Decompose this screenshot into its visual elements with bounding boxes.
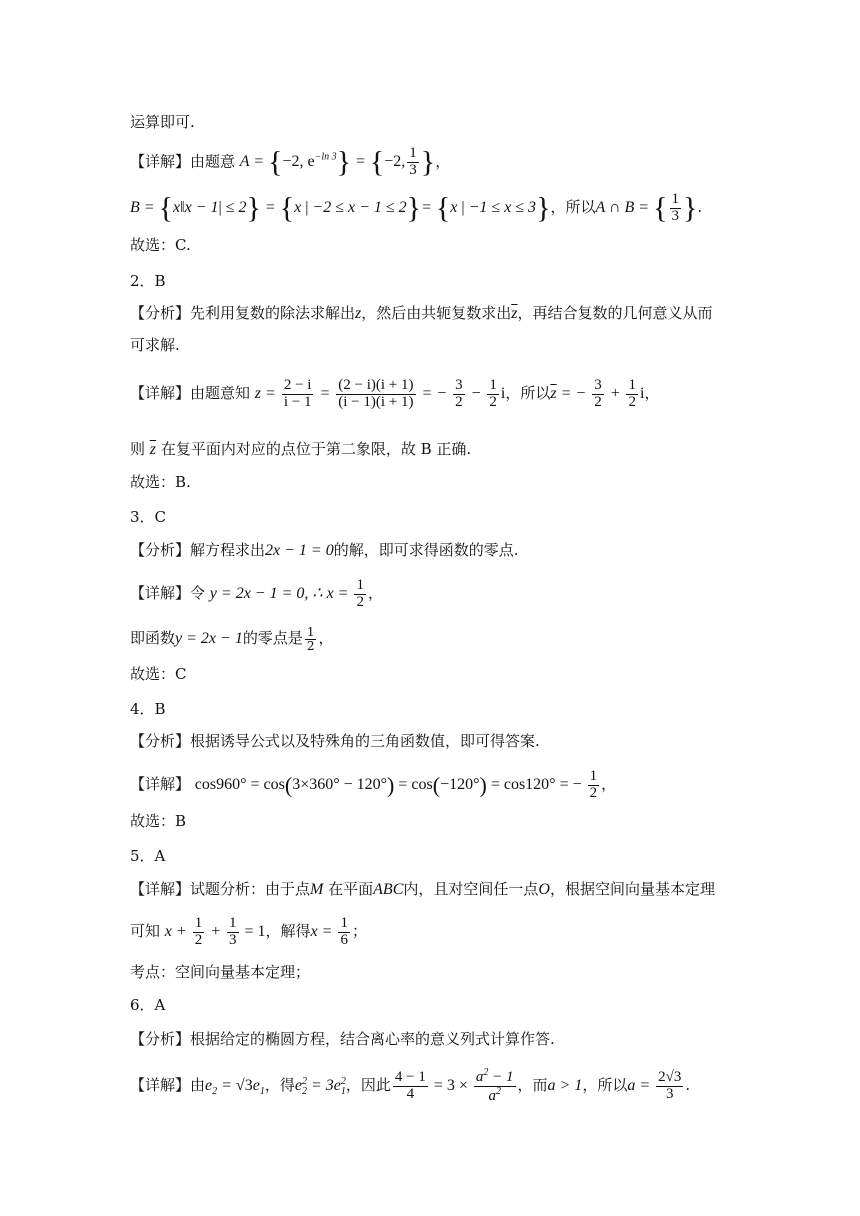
text-line: 则 $\overline{z}$ 在复平面内对应的点位于第二象限，故 B 正确. — [130, 440, 472, 458]
formula-intersection: A ∩ B = { $\frac{1}{3}$ } — [595, 191, 698, 225]
text-line: 故选：B. — [130, 473, 191, 491]
text-line: 运算即可. — [130, 113, 195, 131]
text-line: 故选：C. — [130, 236, 191, 254]
formula-cosine: cos960° = cos(3×360° − 120°) = cos(−120°) = cos120° = − $\frac{1}{2}$ — [194, 768, 598, 801]
text-line: 可知 x + $\frac{1}{2}$ + $\frac{1}{3}$ = 1，解得x = $\frac{1}{6}$ ； — [130, 915, 367, 948]
text-line: 即函数y = 2x − 1的零点是 $\frac{1}{2}$ ， — [130, 625, 334, 653]
text-line: 【详解】试题分析：由于点M 在平面ABC内，且对空间任一点O，根据空间向量基本定理 — [130, 880, 715, 898]
text-line: B = {x‖x − 1| ≤ 2} = {x | −2 ≤ x − 1 ≤ 2}= {x | −1 ≤ x ≤ 3}，所以A ∩ B = { $\frac{1}{3}$ }. — [130, 191, 703, 225]
text-line: 【详解】 cos960° = cos(3×360° − 120°) = cos(−120°) = cos120° = − $\frac{1}{2}$ ， — [130, 768, 617, 801]
text-line: 【详解】由题意知 z = $\frac{2 - i}{i - 1}$ = $\frac{(2 - i)(i + 1)}{(i - 1)(i + 1)}$ = − $\frac{3}{2}$ − $\frac{1}{2}$ i，所以$\overline{z}$ = − $\frac{3}{2}$ + $\frac{1}{2}$ i， — [130, 377, 660, 410]
text-line: 【分析】先利用复数的除法求解出z，然后由共轭复数求出$\overline{z}$，再结合复数的几何意义从而 — [130, 304, 713, 322]
formula-conjugate: $\overline{z}$ = − $\frac{3}{2}$ + $\frac{1}{2}$ i — [550, 377, 645, 410]
text-line: 【分析】根据诱导公式以及特殊角的三角函数值，即可得答案. — [130, 732, 540, 750]
question-number: 6．A — [130, 996, 166, 1014]
formula-set-b: B = {x‖x − 1| ≤ 2} = {x | −2 ≤ x − 1 ≤ 2}= {x | −1 ≤ x ≤ 3} — [130, 191, 551, 225]
text-line: 可求解. — [130, 336, 180, 354]
question-number: 2．B — [130, 272, 166, 290]
text-line: 故选：B — [130, 812, 187, 830]
formula-set-a: A = {−2, $e^{-ln 3}\} = \{-2$, $\frac{1}{3}$ } — [239, 145, 436, 179]
text-line: 考点：空间向量基本定理； — [130, 963, 311, 981]
question-number: 4．B — [130, 700, 166, 718]
formula-eccentricity: $\frac{4 - 1}{4}$ = 3 × $\frac{a^2 - 1}{a^2}$ — [394, 1067, 514, 1104]
text-line: 【详解】令 y = 2x − 1 = 0, ∴ x = $\frac{1}{2}$ ， — [130, 577, 383, 610]
text-line: 【详解】由$e_2 = √3e_1$，得$e_2^2 = 3e_1^2$，因此 $\frac{4 - 1}{4}$ = 3 × $\frac{a^2 - 1}{a^2}$ ，而a > 1，所以a = $\frac{2√3}{3}$ . — [130, 1067, 691, 1104]
question-number: 3．C — [130, 508, 167, 526]
formula-vector-sum: x + $\frac{1}{2}$ + $\frac{1}{3}$ = 1 — [164, 915, 266, 948]
formula-complex-division: z = $\frac{2 - i}{i - 1}$ = $\frac{(2 - i)(i + 1)}{(i - 1)(i + 1)}$ = − $\frac{3}{2}$ − $\frac{1}{2}$ i — [254, 377, 506, 410]
text-line: 【分析】解方程求出2x − 1 = 0的解，即可求得函数的零点. — [130, 541, 519, 559]
text-line: 故选：C — [130, 665, 187, 683]
formula-zero: y = 2x − 1 = 0, ∴ x = $\frac{1}{2}$ — [209, 577, 364, 610]
text-line: 【分析】根据给定的椭圆方程，结合离心率的意义列式计算作答. — [130, 1030, 555, 1048]
text-line: 【详解】由题意 A = {−2, $e^{-ln 3}\} = \{-2$, $\frac{1}{3}$ }， — [130, 145, 451, 179]
question-number: 5．A — [130, 847, 166, 865]
